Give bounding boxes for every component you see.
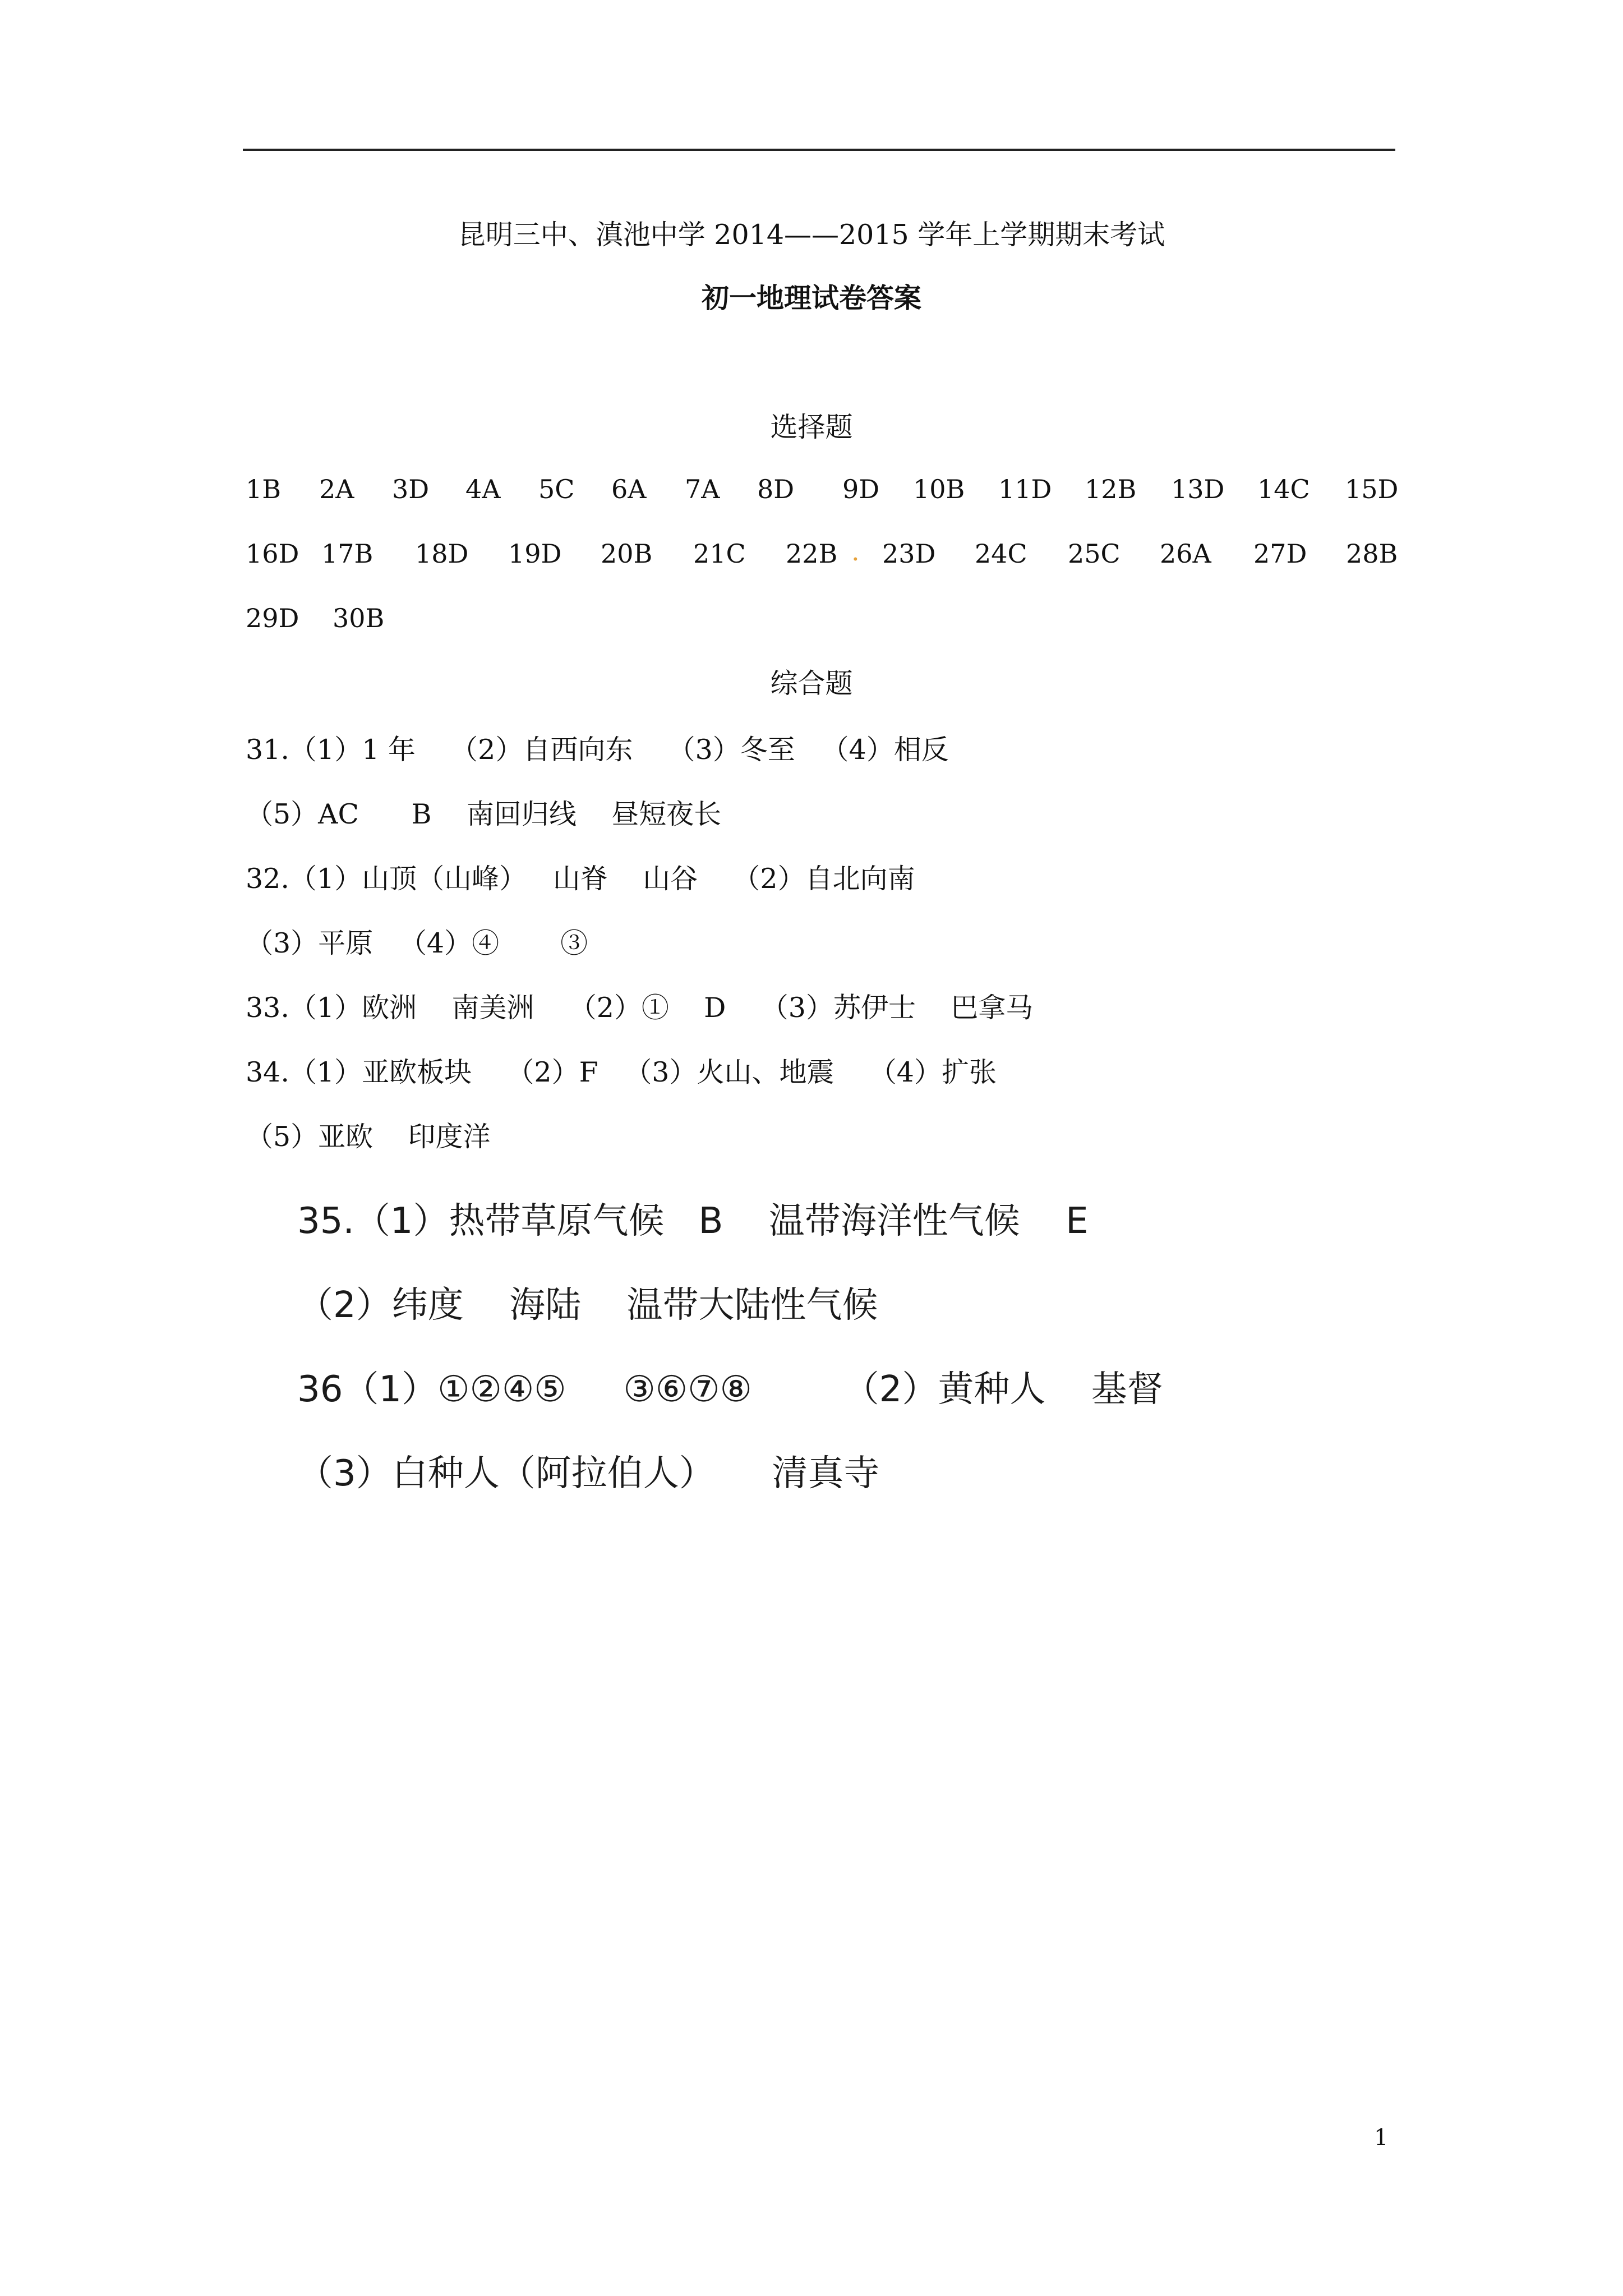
answer-item: 17B xyxy=(321,539,374,569)
answer-item: 4A xyxy=(465,474,501,504)
answer-item: 2A xyxy=(319,474,354,504)
scanned-answer-line: 35.（1）热带草原气候 B 温带海洋性气候 E xyxy=(297,1200,1089,1242)
answer-line: 33.（1）欧洲 南美洲 （2）① D （3）苏伊士 巴拿马 xyxy=(246,992,1034,1024)
answer-item: 22B xyxy=(786,539,838,569)
answer-item: 20B xyxy=(601,539,653,569)
multiple-choice-heading: 选择题 xyxy=(770,411,853,443)
answer-item: 18D xyxy=(415,539,469,569)
answer-item: 8D xyxy=(757,474,795,504)
page-number: 1 xyxy=(1374,2125,1389,2151)
answer-item: 6A xyxy=(611,474,647,504)
answer-item: 25C xyxy=(1068,539,1121,569)
answer-item: 11D xyxy=(998,474,1052,504)
answer-row-2 xyxy=(246,536,1398,572)
answer-item: 16D xyxy=(246,539,299,569)
scanned-answer-line: （3）白种人（阿拉伯人） 清真寺 xyxy=(297,1453,880,1494)
answer-line: （3）平原 （4）④ ③ xyxy=(246,927,588,959)
answer-item: 27D xyxy=(1253,539,1307,569)
answer-item: 3D xyxy=(392,474,430,504)
answer-line: （5）亚欧 印度洋 xyxy=(246,1121,491,1153)
answer-line: 31.（1）1 年 （2）自西向东 （3）冬至 （4）相反 xyxy=(246,734,949,766)
answer-item: 15D xyxy=(1345,474,1399,504)
answer-item: 7A xyxy=(685,474,720,504)
answer-item: 29D xyxy=(246,603,299,633)
answer-key-subtitle: 初一地理试卷答案 xyxy=(701,282,921,314)
answer-item: 13D xyxy=(1171,474,1225,504)
comprehensive-heading: 综合题 xyxy=(770,668,853,700)
header-rule xyxy=(243,149,1395,151)
answer-item: 5C xyxy=(538,474,575,504)
answer-item: 12B xyxy=(1085,474,1137,504)
answer-row-3 xyxy=(246,603,1395,637)
answer-line: 32.（1）山顶（山峰） 山脊 山谷 （2）自北向南 xyxy=(246,863,915,895)
stray-mark: . xyxy=(851,536,860,567)
answer-item: 19D xyxy=(508,539,562,569)
scanned-answer-line: 36（1）①②④⑤ ③⑥⑦⑧ （2）黄种人 基督 xyxy=(297,1369,1163,1410)
answer-item: 23D xyxy=(882,539,936,569)
answer-item: 28B xyxy=(1346,539,1398,569)
answer-row-1 xyxy=(246,474,1399,508)
answer-item: 9D xyxy=(842,474,880,504)
answer-item: 1B xyxy=(246,474,282,504)
answer-item: 24C xyxy=(975,539,1027,569)
answer-item: 21C xyxy=(693,539,746,569)
answer-item: 14C xyxy=(1257,474,1310,504)
answer-item: 10B xyxy=(913,474,965,504)
answer-item: 26A xyxy=(1160,539,1211,569)
exam-title: 昆明三中、滇池中学 2014——2015 学年上学期期末考试 xyxy=(458,219,1165,251)
answer-item: 30B xyxy=(333,603,385,633)
answer-line: 34.（1）亚欧板块 （2）F （3）火山、地震 （4）扩张 xyxy=(246,1056,997,1088)
answer-line: （5）AC B 南回归线 昼短夜长 xyxy=(246,798,722,830)
scanned-answer-line: （2）纬度 海陆 温带大陆性气候 xyxy=(297,1285,878,1326)
